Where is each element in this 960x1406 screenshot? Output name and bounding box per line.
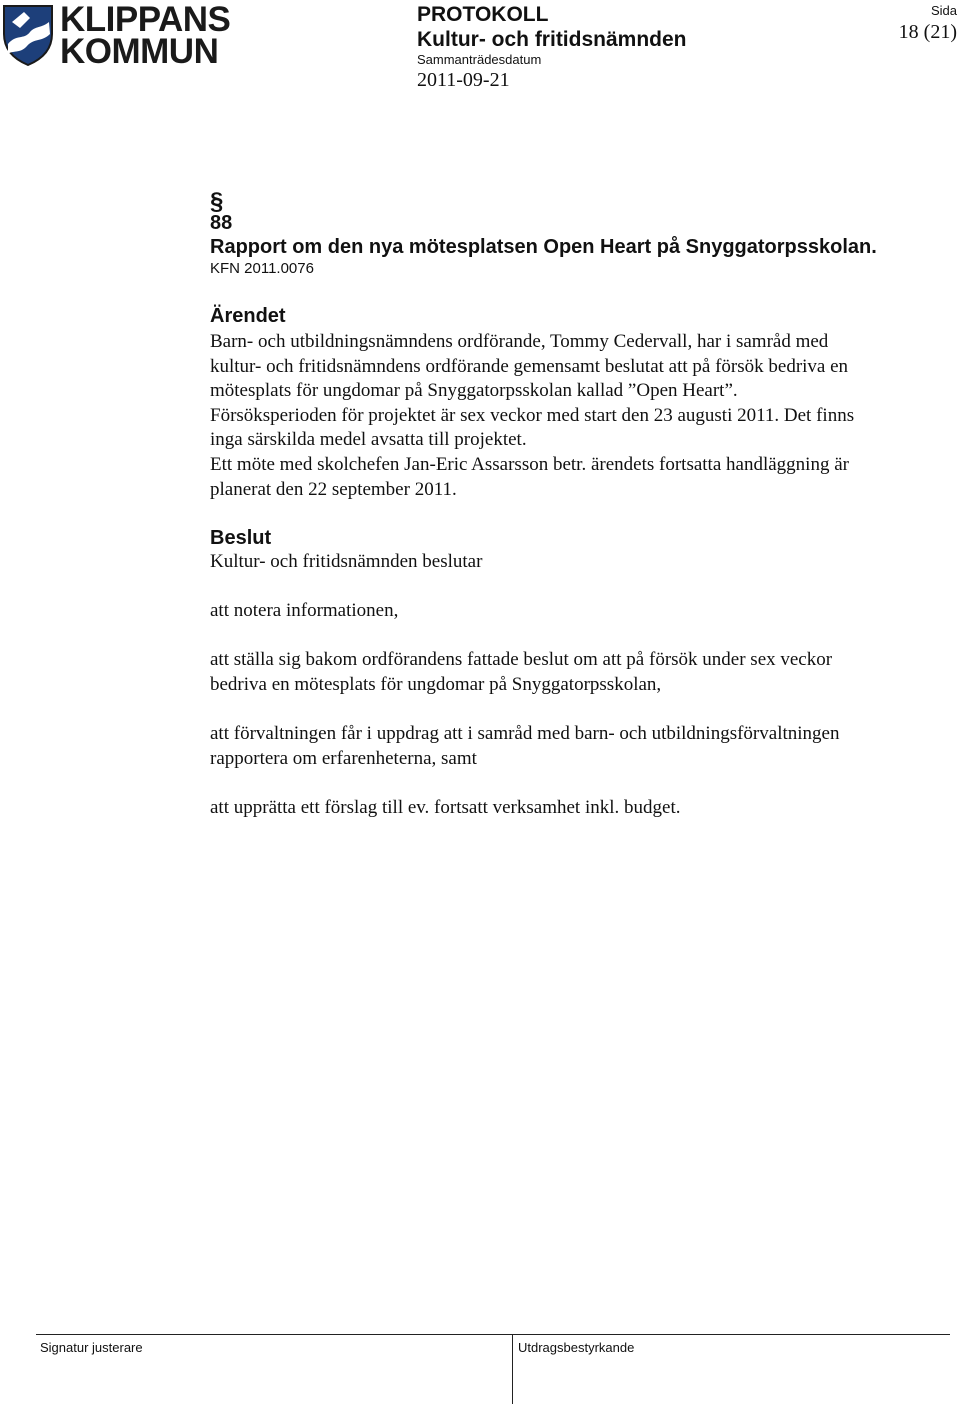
arendet-line: Ett möte med skolchefen Jan-Eric Assarsson betr. ärendets fortsatta handläggning är	[210, 453, 849, 475]
beslut-item-line: att ställa sig bakom ordförandens fattade beslut om att på försök under sex veckor	[210, 649, 833, 671]
beslut-item	[210, 722, 950, 771]
coat-of-arms-icon	[2, 4, 54, 66]
page-label: Sida	[930, 3, 957, 18]
paragraph-title: Rapport om den nya mötesplatsen Open Heart på Snyggatorpsskolan.	[210, 236, 877, 258]
arendet-body	[210, 330, 950, 502]
beslut-body	[210, 550, 950, 845]
footer-column-divider	[512, 1334, 513, 1404]
signature-label: Signatur justerare	[40, 1340, 143, 1355]
arendet-line: kultur- och fritidsnämndens ordförande gemensamt beslutat att på försök bedriva en	[210, 355, 849, 377]
logo-wordmark	[60, 0, 231, 71]
meeting-date-label: Sammanträdesdatum	[417, 52, 542, 67]
section-sign: §	[210, 188, 224, 215]
arendet-line: mötesplats för ungdomar på Snyggatorpsskolan kallad ”Open Heart”.	[210, 380, 738, 402]
beslut-item-line: att upprätta ett förslag till ev. fortsatt verksamhet inkl. budget.	[210, 796, 681, 818]
beslut-item-line: rapportera om erfarenheterna, samt	[210, 747, 477, 769]
klippans-kommun-logo	[2, 0, 231, 71]
beslut-item	[210, 796, 950, 821]
certification-label: Utdragsbestyrkande	[518, 1340, 635, 1355]
arendet-line: Barn- och utbildningsnämndens ordförande, Tommy Cedervall, har i samråd med	[210, 331, 829, 352]
beslut-item-line: att notera informationen,	[210, 600, 399, 622]
arendet-heading: Ärendet	[210, 305, 286, 327]
arendet-line: inga särskilda medel avsatta till projektet.	[210, 429, 527, 451]
logo-line-2: KOMMUN	[60, 32, 219, 71]
logo-line-1: KLIPPANS	[60, 0, 231, 39]
meeting-date: 2011-09-21	[417, 69, 510, 91]
footer-divider	[36, 1334, 950, 1335]
arendet-line: planerat den 22 september 2011.	[210, 478, 457, 500]
beslut-item-line: att förvaltningen får i uppdrag att i samråd med barn- och utbildningsförvaltningen	[210, 723, 840, 745]
beslut-item	[210, 599, 950, 624]
document-type: PROTOKOLL	[417, 3, 549, 26]
beslut-heading: Beslut	[210, 527, 272, 549]
paragraph-number: 88	[210, 212, 233, 234]
beslut-item-line: bedriva en mötesplats för ungdomar på Snyggatorpsskolan,	[210, 673, 662, 695]
arendet-line: Försöksperioden för projektet är sex veckor med start den 23 augusti 2011. Det finns	[210, 404, 855, 426]
beslut-intro: Kultur- och fritidsnämnden beslutar	[210, 551, 483, 572]
committee-name: Kultur- och fritidsnämnden	[417, 28, 687, 51]
page-number: 18 (21)	[898, 21, 957, 43]
beslut-item	[210, 648, 950, 697]
case-reference: KFN 2011.0076	[210, 260, 314, 277]
